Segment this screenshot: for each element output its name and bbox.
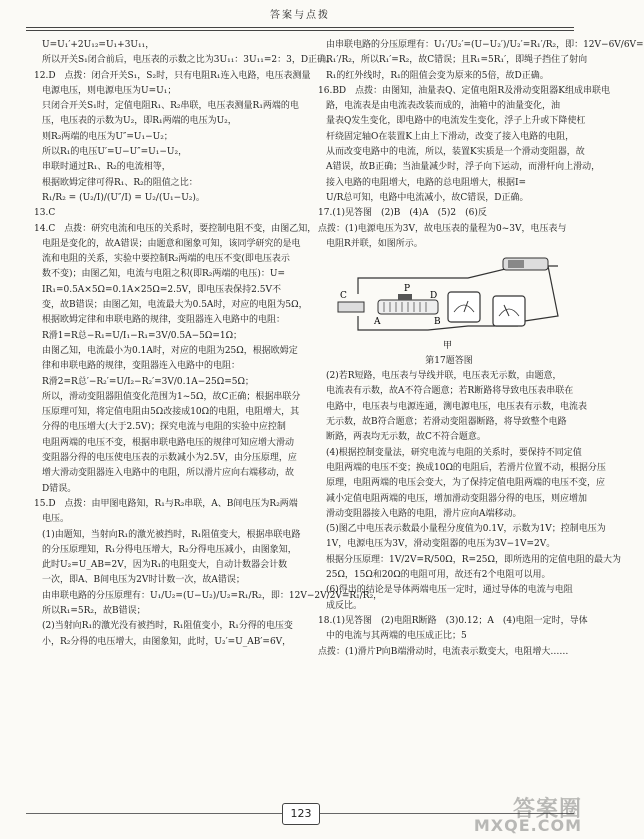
text-line: 变阻器分得的电压使电压表的示数减小为2.5V，由分压原理，应 xyxy=(42,453,297,464)
text-line: (6)得出的结论是导体两端电压一定时，通过导体的电流与电阻 xyxy=(326,585,573,596)
text-line: 量表Q发生变化，即电路中的电流发生变化，浮子上升或下降使杠 xyxy=(326,116,586,127)
text-line: 电路中，电压表与电源连通，测电源电压，电压表有示数，电流表 xyxy=(326,401,588,412)
text-line: R滑2=R总′−R₂′=U/I₂−R₂′=3V/0.1A−25Ω=5Ω； xyxy=(42,376,254,387)
text-line: R₁/R₂ = (U₂/I)/(U″/I) = U₂/(U₁−U₂)。 xyxy=(42,192,205,203)
text-line: 13.C xyxy=(34,208,56,219)
text-line: 律和串联电路的规律，变阻器连入电路中的电阻： xyxy=(42,361,241,372)
text-line: 14.C 点拨：研究电流和电压的关系时，要控制电阻不变，由图乙知， xyxy=(34,223,317,234)
text-line: U=U₁′+2U₁₂=U₁+3U₁₁， xyxy=(42,40,155,50)
header-title: 答案与点拨 xyxy=(270,10,330,21)
text-line: (2)当射向R₁的激光没有被挡时，R₁阻值变小，R₁分得的电压变 xyxy=(42,621,293,632)
text-line: 电阻两端的电压不变，根据串联电路电压的规律可知应增大滑动 xyxy=(42,437,295,448)
text-line: 根据欧姆定律和串联电路的规律，变阻器连入电路中的电阻： xyxy=(42,315,286,326)
text-line: 分得的电压增大(大于2.5V)；探究电流与电阻的实验中应控制 xyxy=(42,422,286,433)
text-line: (2)若R短路，电压表与导线并联，电压表无示数，由题意， xyxy=(326,371,562,382)
watermark-url: MXQE.COM xyxy=(473,815,582,835)
text-line: 杆绕固定轴O在装置K上由上下滑动，改变了接入电路的电阻， xyxy=(326,131,575,142)
text-line: 一次，即A、B间电压为2V时计数一次，故A错误； xyxy=(42,575,245,586)
text-line: U/R总可知，电路中电流减小，故C错误，D正确。 xyxy=(326,192,529,203)
figure-sub-label: 甲 xyxy=(443,341,453,352)
text-line: 所以R₁=5R₂，故B错误； xyxy=(42,605,146,616)
text-line: 流和电阻的关系，实验中要控制R₂两端的电压不变(即电压表示 xyxy=(42,254,290,265)
text-line: (4)根据控制变量法，研究电流与电阻的关系时，要保持不同定值 xyxy=(326,447,582,458)
text-line: 由串联电路的分压原理有：U₁/U₂=(U−U₂)/U₂=R₁/R₂，即：12V−2V/2V=R₁/R₂， xyxy=(42,590,383,601)
text-line: 压原理可知，将定值电阻由5Ω改接成10Ω的电阻，电阻增大，其 xyxy=(42,407,300,418)
header-rule-double xyxy=(26,30,574,31)
text-line: 串联时通过R₁、R₂的电流相等， xyxy=(42,162,171,173)
text-line: 滑动变阻器接入电路的电阻，滑片应向A端移动。 xyxy=(326,508,522,519)
figure-label-p: P xyxy=(404,284,411,295)
text-line: 点拨：(1)滑片P向B端滑动时，电流表示数变大，电阻增大…… xyxy=(318,646,569,657)
text-line: R滑1=R总−R₁=U/I₁−R₁=3V/0.5A−5Ω=1Ω； xyxy=(42,330,243,341)
text-line: 的分压原理知，R₁分得电压增大，R₂分得电压减小，由图象知， xyxy=(42,544,297,555)
text-line: 由串联电路的分压原理有：U₁′/U₂′=(U−U₂′)/U₂′=R₁′/R₂，即：12V−6V/6V= xyxy=(326,40,644,50)
header-rule xyxy=(26,27,574,28)
watermark-logo xyxy=(473,797,582,835)
text-line: 无示数，故B符合题意；若滑动变阻器断路，将导致整个电路 xyxy=(326,417,567,428)
text-line: 原理，电阻两端的电压会变大，为了保持定值电阻两端的电压不变，应 xyxy=(326,478,606,489)
page-header xyxy=(0,0,600,30)
text-line: 减小定值电阻两端的电压，增加滑动变阻器分得的电压，则应增加 xyxy=(326,493,588,504)
text-line: 路，电流表是由电流表改装而成的，油箱中的油量变化，油 xyxy=(326,101,561,112)
text-line: A错误，故B正确；当油量减少时，浮子向下运动，而滑杆向上滑动， xyxy=(326,162,601,173)
text-line: 电阻R并联，如图所示。 xyxy=(326,238,423,249)
text-line: 1V，电源电压为3V，滑动变阻器的电压为3V−1V=2V。 xyxy=(326,539,556,550)
text-line: 18.(1)见答图 (2)电阻R断路 (3)0.12；A (4)电阻一定时，导体 xyxy=(318,615,588,626)
text-line: 15.D 点拨：由甲图电路知，R₁与R₂串联，A、B间电压为R₂两端 xyxy=(34,498,298,509)
text-line: 电压。 xyxy=(42,514,70,525)
text-line: 只闭合开关S₁时，定值电阻R₁、R₂串联，电压表测量R₁两端的电 xyxy=(42,101,299,112)
text-line: 25Ω，15Ω和20Ω的电阻可用，故还有2个电阻可以用。 xyxy=(326,570,551,581)
text-line: 此时U₂=U_AB=2V，因为R₁的电阻变大，自动计数器会计数 xyxy=(42,560,288,571)
figure-label-b: B xyxy=(434,317,441,328)
text-line: 中的电流与其两端的电压成正比；5 xyxy=(326,631,467,642)
text-line: (5)图乙中电压表示数最小量程分度值为0.1V，示数为1V；控制电压为 xyxy=(326,524,606,535)
text-line: 接入电路的电阻增大，电路的总电阻增大，根据I= xyxy=(326,177,527,188)
text-line: 电源电压，则电源电压为U=U₁； xyxy=(42,85,177,96)
page-number: 123 xyxy=(282,803,320,825)
figure-label-c: C xyxy=(340,291,347,302)
text-line: IR₁=0.5A×5Ω=0.1A×25Ω=2.5V，即电压表保持2.5V不 xyxy=(42,284,281,295)
text-line: 所以开关S₁闭合前后，电压表的示数之比为3U₁₁：3U₁₁=2：3，D正确。 xyxy=(42,55,336,66)
text-line: 断路，两表均无示数，故C不符合题意。 xyxy=(326,432,486,443)
figure-label-a: A xyxy=(374,317,381,328)
text-line: 成反比。 xyxy=(326,600,363,611)
circuit-figure xyxy=(318,256,580,369)
text-line: 变，故B错误；由图乙知，电流最大为0.5A时，对应的电阻为5Ω， xyxy=(42,300,308,311)
text-line: 数不变)；由图乙知，电流与电阻之积(即R₂两端的电压)：U= xyxy=(42,269,286,280)
text-line: 小，R₂分得的电压增大，由图象知，此时，U₂′=U_AB′=6V， xyxy=(42,636,292,647)
figure-caption: 第17题答图 xyxy=(425,356,473,367)
text-line: R₁′/R₂，所以R₁′=R₂，故C错误；且R₁=5R₁′，即绳子挡住了射向 xyxy=(326,55,588,66)
text-line: 电阻是变化的，故A错误；由题意和图象可知，该同学研究的是电 xyxy=(42,238,301,249)
text-line: 17.(1)见答图 (2)B (4)A (5)2 (6)反 xyxy=(318,208,487,219)
text-line: 由图乙知，电流最小为0.1A时，对应的电阻为25Ω，根据欧姆定 xyxy=(42,345,298,356)
text-line: 从而改变电路中的电流，所以，装置K实质是一个滑动变阻器，故 xyxy=(326,147,585,158)
text-line: 则R₂两端的电压为U″=U₁−U₂； xyxy=(42,131,173,142)
text-line: 电流表有示数，故A不符合题意；若R断路将导致电压表串联在 xyxy=(326,386,574,397)
watermark-text: 答案圈 xyxy=(512,797,582,823)
text-line: R₁的红外线时，R₁的阻值会变为原来的5倍，故D正确。 xyxy=(326,70,549,81)
text-line: 根据欧姆定律可得R₁、R₂的阻值之比： xyxy=(42,177,198,188)
text-line: (1)由题知，当射向R₁的激光被挡时，R₁阻值变大，根据串联电路 xyxy=(42,529,301,540)
text-line: 所以，滑动变阻器阻值变化范围为1~5Ω，故C正确；根据串联分 xyxy=(42,391,301,402)
text-line: 根据分压原理：1V/2V=R/50Ω，R=25Ω，即所选用的定值电阻的最大为 xyxy=(326,554,621,565)
text-line: D错误。 xyxy=(42,483,77,494)
text-line: 电阻两端的电压不变；换成10Ω的电阻后，若滑片位置不动，根据分压 xyxy=(326,462,606,473)
circuit-diagram xyxy=(318,256,580,354)
text-line: 点拨：(1)电源电压为3V，故电压表的量程为0~3V，电压表与 xyxy=(318,223,567,234)
text-line: 16.BD 点拨：由图知，油量表Q、定值电阻R及滑动变阻器K组成串联电 xyxy=(318,85,611,96)
text-line: 所以R₁的电压U′=U−U″=U₁−U₂， xyxy=(42,147,188,158)
right-column xyxy=(318,38,644,660)
figure-label-d: D xyxy=(430,291,438,302)
text-line: 压，电压表的示数为U₂，即R₁两端的电压为U₂， xyxy=(42,116,237,127)
text-line: 增大滑动变阻器连入电路中的电阻，所以滑片应向右端移动，故 xyxy=(42,468,295,479)
text-line: 12.D 点拨：闭合开关S₁，S₂时，只有电阻R₁连入电路，电压表测量 xyxy=(34,70,311,81)
